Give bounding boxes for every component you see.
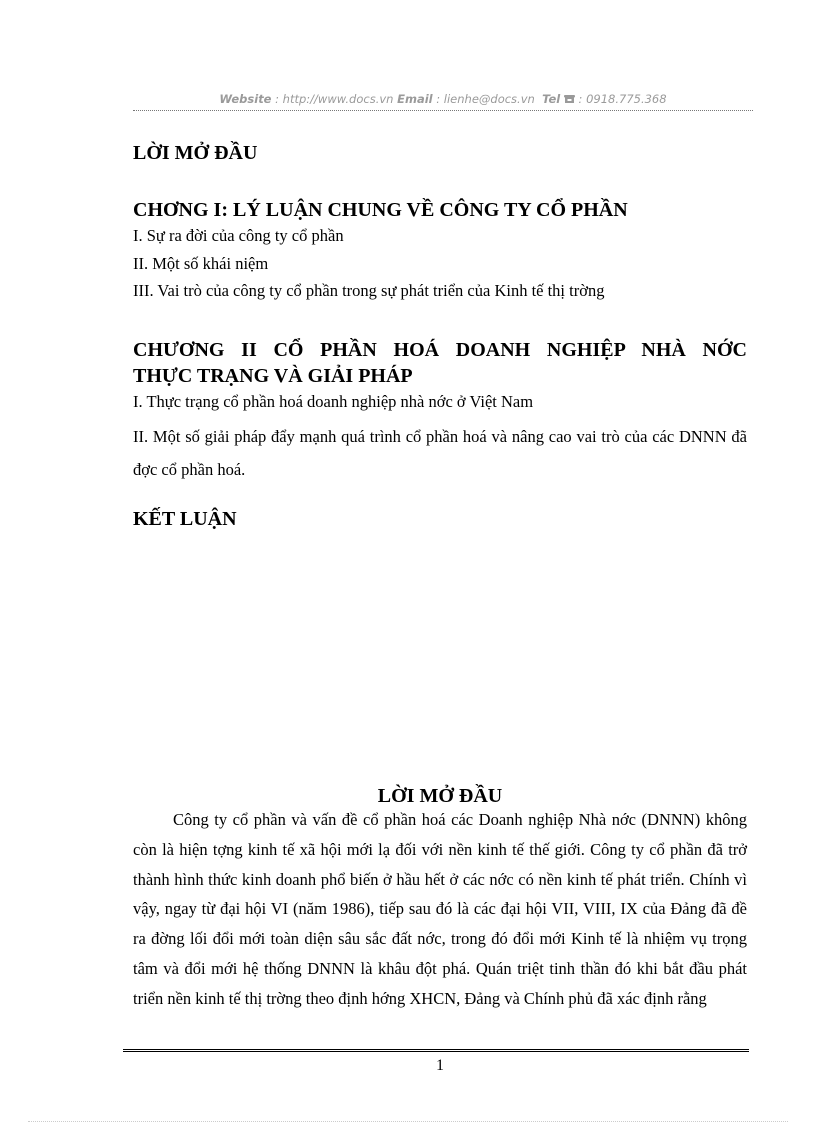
website-value[interactable]: : http://www.docs.vn [275, 92, 394, 106]
toc-conclusion-heading: KẾT LUẬN [133, 508, 237, 530]
page-number: 1 [436, 1057, 444, 1074]
phone-icon [564, 92, 575, 106]
toc-chapter1-item-1: I. Sự ra đời của công ty cổ phần [133, 226, 344, 245]
tel-label: Tel [542, 92, 561, 106]
email-value[interactable]: : lienhe@docs.vn [436, 92, 535, 106]
page-bottom-border [28, 1121, 788, 1122]
tel-value: : 0918.775.368 [578, 92, 667, 106]
toc-chapter1-heading: CHƠNG I: LÝ LUẬN CHUNG VỀ CÔNG TY CỔ PHẦN [133, 199, 628, 221]
toc-chapter2-heading-line2: THỰC TRẠNG VÀ GIẢI PHÁP [133, 365, 413, 387]
website-label: Website [219, 92, 272, 106]
intro-paragraph: Công ty cổ phần và vấn đề cổ phần hoá các Doanh nghiệp Nhà nớc (DNNN) không còn là hiện tợng kinh tế xã hội mới lạ đối với nền kinh tế thế giới. Công ty cổ phần đã trở thành hình thức kinh doanh phổ biến ở hầu hết ở các nớc có nền kinh tế phát triển. Chính vì vậy, ngay từ đại hội VI (năm 1986), tiếp sau đó là các đại hội VII, VIII, IX của Đảng đã đề ra đờng lối đổi mới toàn diện sâu sắc đất nớc, trong đó đổi mới Kinh tế là nhiệm vụ trọng tâm và đổi mới hệ thống DNNN là khâu đột phá. Quán triệt tinh thần đó khi bắt đầu phát triển nền kinh tế thị trờng theo định hớng XHCN, Đảng và Chính phủ đã xác định rằng [133, 810, 747, 1008]
email-label: Email [397, 92, 433, 106]
toc-chapter2-item-1: I. Thực trạng cổ phần hoá doanh nghiệp nhà nớc ở Việt Nam [133, 392, 534, 411]
toc-chapter2-heading-line1: CHƯƠNG II CỔ PHẦN HOÁ DOANH NGHIỆP NHÀ NỚC [133, 339, 747, 361]
toc-chapter2-item-2: II. Một số giải pháp đẩy mạnh quá trình cổ phần hoá và nâng cao vai trò của các DNNN đã đợc cổ phần hoá. [133, 427, 747, 479]
footer-divider [123, 1049, 749, 1057]
intro-section-title: LỜI MỞ ĐẦU [377, 785, 503, 807]
toc-intro-heading: LỜI MỞ ĐẦU [133, 142, 258, 164]
toc-chapter1-item-3: III. Vai trò của công ty cổ phần trong sự phát triển của Kinh tế thị trờng [133, 281, 605, 300]
page-header [133, 92, 753, 106]
toc-chapter1-item-2: II. Một số khái niệm [133, 254, 269, 273]
header-divider [133, 110, 753, 111]
